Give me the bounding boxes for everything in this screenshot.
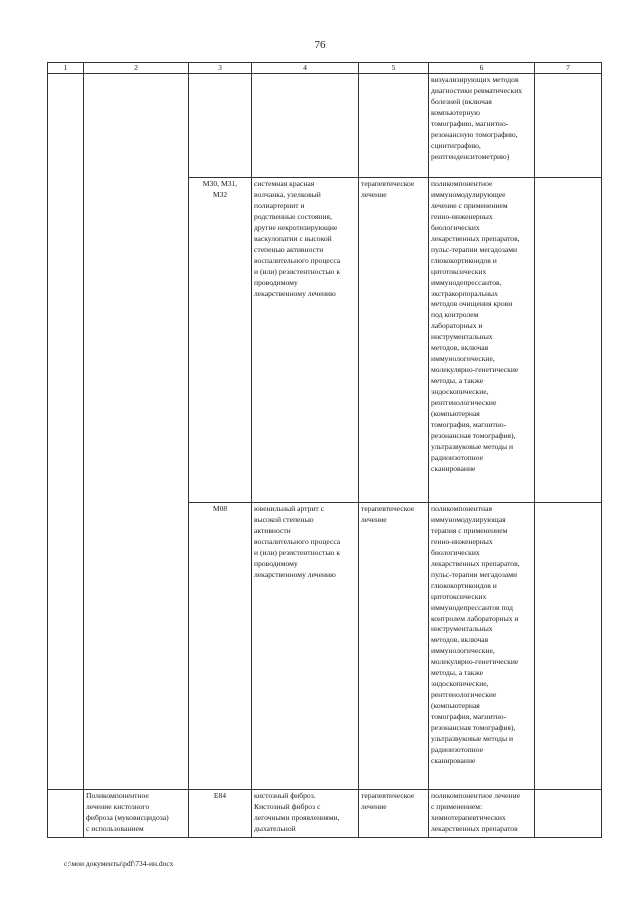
method-cell: визуализирующих методов диагностики ревматических болезней (включая компьютерную томографию, магнитно- резонансную томографию, сцинтиграфию, рентгенденситометрию) (429, 74, 535, 178)
treatment-type-cell: терапевтическое лечение (359, 790, 429, 838)
table-row (48, 74, 602, 178)
profile-cell: Поликомпонентное лечение кистозного фиброза (муковисцидоза) с использованием (84, 790, 189, 838)
treatment-type-cell (359, 74, 429, 178)
table-row (48, 790, 602, 838)
page-number: 76 (314, 39, 326, 51)
method-cell: поликомпонентное иммуномодулирующее лечение с применением генно-инженерных биологических лекарственных препаратов, пульс-терапии мегадозами глюкокортикоидов и цитотоксических иммунодепрессантов, экстракорпоральных методов очищения крови под контролем лабораторных и инструментальных методов, включая иммунологические, молекулярно-генетические методы, а также эндоскопические, рентгенологические (компьютерная томография, магнитно- резонансная томография), ультразвуковые методы и радиоизотопное сканирование (429, 178, 535, 503)
diagnosis-cell: кистозный фиброз. Кистозный фиброз с легочными проявлениями, дыхательной (252, 790, 359, 838)
code-cell: Е84 (189, 790, 252, 838)
norm-cell (535, 178, 602, 503)
services-table (47, 62, 602, 838)
header-col-6: 6 (429, 63, 535, 74)
header-col-5: 5 (359, 63, 429, 74)
norm-cell (535, 503, 602, 790)
norm-cell (535, 790, 602, 838)
header-row (48, 63, 602, 74)
row-number-cell (48, 74, 84, 790)
header-col-3: 3 (189, 63, 252, 74)
header-col-2: 2 (84, 63, 189, 74)
header-col-7: 7 (535, 63, 602, 74)
treatment-type-cell: терапевтическое лечение (359, 503, 429, 790)
norm-cell (535, 74, 602, 178)
file-path-footer: c:\мои документы\pdf\734-ин.docx (64, 859, 174, 868)
method-cell: поликомпонентная иммуномодулирующая терапия с применением генно-инженерных биологических лекарственных препаратов, пульс-терапии мегадозами глюкокортикоидов и цитотоксических иммунодепрессантов под контролем лабораторных и инструментальных методов, включая иммунологические, молекулярно-генетические методы, а также эндоскопические, рентгенологические (компьютерная томография, магнитно- резонансная томография), ультразвуковые методы и радиоизотопное сканирование (429, 503, 535, 790)
method-cell: поликомпонентное лечение с применением: химиотерапевтических лекарственных препаратов (429, 790, 535, 838)
diagnosis-cell: системная красная волчанка, узелковый полиартериит и родственные состояния, другие некротизирующие васкулопатии с высокой степенью активности воспалительного процесса и (или) резистентностью к проводимому лекарственному лечению (252, 178, 359, 503)
diagnosis-cell: ювенильный артрит с высокой степенью активности воспалительного процесса и (или) резистентностью к проводимому лекарственному лечению (252, 503, 359, 790)
code-cell: М08 (189, 503, 252, 790)
row-number-cell (48, 790, 84, 838)
diagnosis-cell (252, 74, 359, 178)
code-cell (189, 74, 252, 178)
header-col-1: 1 (48, 63, 84, 74)
header-col-4: 4 (252, 63, 359, 74)
profile-cell (84, 74, 189, 790)
treatment-type-cell: терапевтическое лечение (359, 178, 429, 503)
code-cell: М30, М31, М32 (189, 178, 252, 503)
